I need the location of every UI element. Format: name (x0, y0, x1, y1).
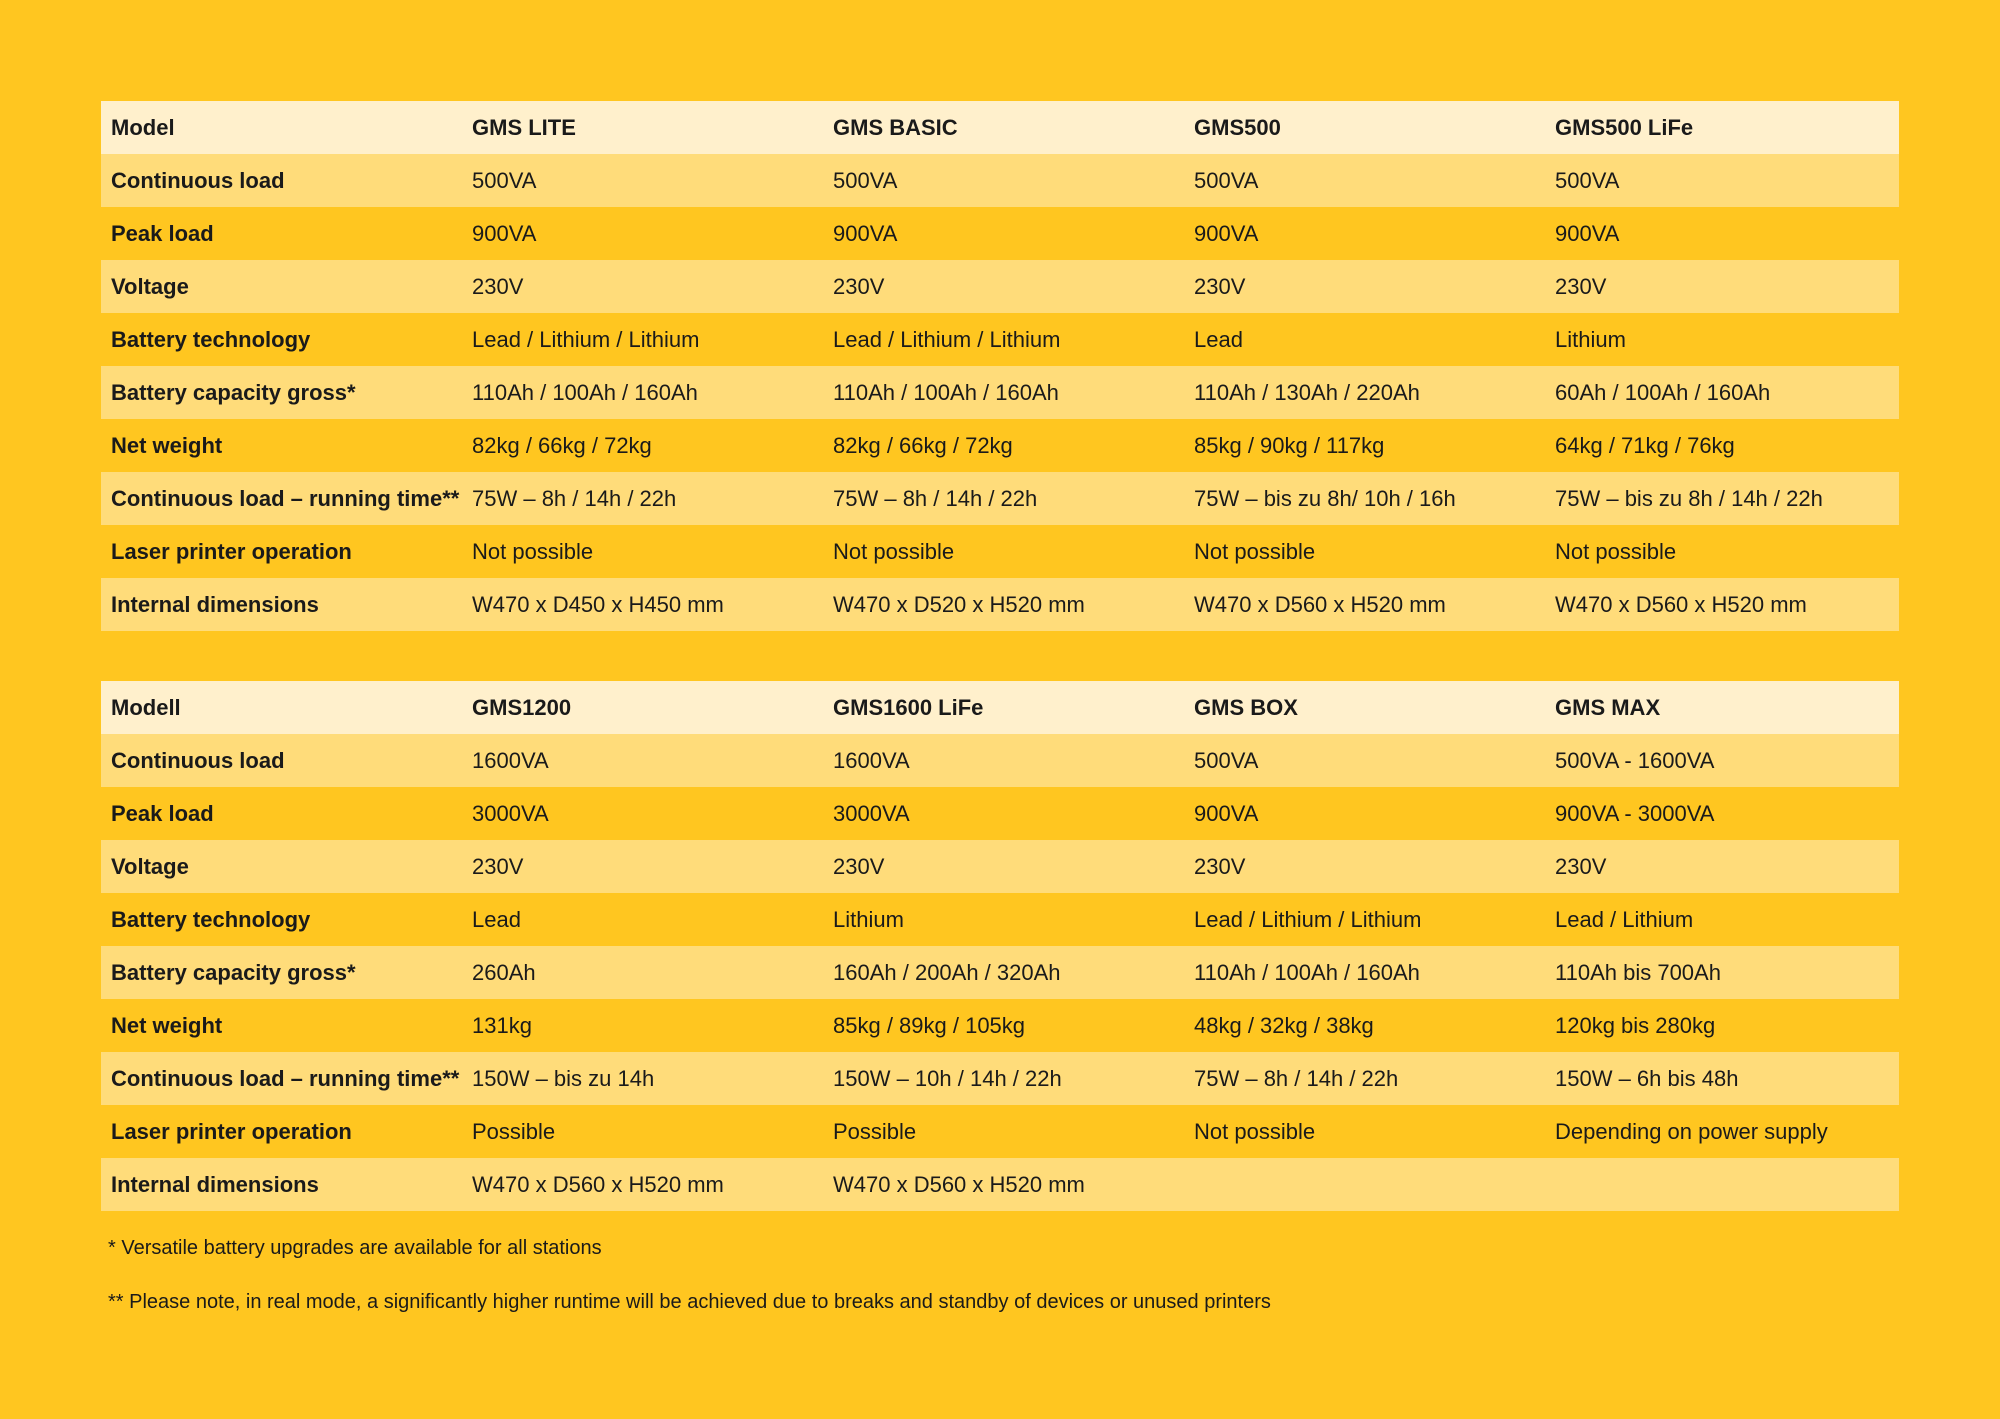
header-cell: GMS LITE (472, 115, 576, 140)
table-cell: 3000VA (833, 801, 910, 826)
table-cell: 230V (472, 854, 524, 879)
table-row (101, 840, 1899, 893)
table-cell: 60Ah / 100Ah / 160Ah (1555, 380, 1771, 405)
table-cell: Lead / Lithium / Lithium (833, 327, 1061, 352)
table-cell: 150W – 10h / 14h / 22h (833, 1066, 1062, 1091)
table-cell: 48kg / 32kg / 38kg (1194, 1013, 1374, 1038)
row-label: Net weight (111, 1013, 223, 1038)
table-cell: 110Ah bis 700Ah (1555, 960, 1721, 985)
table-cell: W470 x D520 x H520 mm (833, 592, 1085, 617)
table-cell: 230V (833, 854, 885, 879)
row-label: Internal dimensions (111, 592, 319, 617)
header-cell: GMS BOX (1194, 695, 1298, 720)
table-cell: 150W – bis zu 14h (472, 1066, 655, 1091)
table-cell: Lead / Lithium (1555, 907, 1694, 932)
table-cell: 900VA (1194, 801, 1259, 826)
table-cell: Not possible (472, 539, 594, 564)
row-label: Continuous load (111, 748, 285, 773)
table-row (101, 787, 1899, 840)
row-label: Battery technology (111, 907, 311, 932)
table-cell: Not possible (1194, 539, 1316, 564)
table-cell (1184, 1158, 1545, 1211)
table-cell: 900VA (472, 221, 537, 246)
header-cell: Model (111, 115, 175, 140)
row-label: Net weight (111, 433, 223, 458)
table-cell: 110Ah / 100Ah / 160Ah (1194, 960, 1420, 985)
header-cell: GMS MAX (1555, 695, 1661, 720)
table-cell: W470 x D560 x H520 mm (1194, 592, 1446, 617)
table-cell: 75W – 8h / 14h / 22h (1194, 1066, 1399, 1091)
table-row (101, 366, 1899, 419)
table-cell: 110Ah / 100Ah / 160Ah (472, 380, 698, 405)
table-row (101, 313, 1899, 366)
header-cell: GMS500 (1194, 115, 1281, 140)
table-cell: 1600VA (472, 748, 549, 773)
table-cell: Lead / Lithium / Lithium (472, 327, 700, 352)
row-label: Peak load (111, 221, 214, 246)
table-cell: 120kg bis 280kg (1555, 1013, 1716, 1038)
table-cell: 900VA - 3000VA (1555, 801, 1715, 826)
table-cell: Not possible (1194, 1119, 1316, 1144)
table-row (101, 154, 1899, 207)
table-cell: 500VA (1194, 748, 1259, 773)
table-row (101, 734, 1899, 787)
table-cell: W470 x D560 x H520 mm (1555, 592, 1807, 617)
table-cell: 500VA (1555, 168, 1620, 193)
table-cell: 75W – 8h / 14h / 22h (472, 486, 677, 511)
table-cell: 75W – 8h / 14h / 22h (833, 486, 1038, 511)
table-row (101, 893, 1899, 946)
table-cell: Possible (472, 1119, 556, 1144)
header-cell: GMS1600 LiFe (833, 695, 984, 720)
table-cell: Lead / Lithium / Lithium (1194, 907, 1422, 932)
table-row (101, 946, 1899, 999)
table-cell: Lithium (1555, 327, 1626, 352)
table-cell: 64kg / 71kg / 76kg (1555, 433, 1735, 458)
footnote-battery-upgrades: * Versatile battery upgrades are available for all stations (108, 1237, 602, 1259)
table-row (101, 1158, 1899, 1211)
table-cell: 230V (833, 274, 885, 299)
table-cell: 230V (1555, 854, 1607, 879)
table-cell: Lithium (833, 907, 904, 932)
header-cell: GMS BASIC (833, 115, 958, 140)
header-cell: GMS500 LiFe (1555, 115, 1694, 140)
table-cell: 85kg / 89kg / 105kg (833, 1013, 1026, 1038)
table-cell: 230V (1194, 854, 1246, 879)
table-cell: 230V (472, 274, 524, 299)
table-cell (1545, 1158, 1899, 1211)
row-label: Laser printer operation (111, 1119, 352, 1144)
row-label: Battery technology (111, 327, 311, 352)
table-cell: 75W – bis zu 8h / 14h / 22h (1555, 486, 1823, 511)
row-label: Continuous load – running time** (111, 486, 460, 511)
table-cell: 900VA (1194, 221, 1259, 246)
row-label: Continuous load – running time** (111, 1066, 460, 1091)
table-cell: Lead (1194, 327, 1243, 352)
table-cell: 3000VA (472, 801, 549, 826)
table-row (101, 1052, 1899, 1105)
table-cell: 230V (1194, 274, 1246, 299)
table-cell: 500VA - 1600VA (1555, 748, 1715, 773)
header-cell: GMS1200 (472, 695, 572, 720)
spec-table-1 (101, 101, 1899, 631)
table-header-row (101, 101, 1899, 154)
table-cell: 160Ah / 200Ah / 320Ah (833, 960, 1061, 985)
row-label: Battery capacity gross* (111, 380, 356, 405)
row-label: Laser printer operation (111, 539, 352, 564)
row-label: Voltage (111, 274, 189, 299)
table-cell: 131kg (472, 1013, 532, 1038)
table-cell: W470 x D560 x H520 mm (833, 1172, 1085, 1197)
table-cell: W470 x D450 x H450 mm (472, 592, 724, 617)
table-row (101, 207, 1899, 260)
table-cell: 500VA (472, 168, 537, 193)
table-cell: Depending on power supply (1555, 1119, 1828, 1144)
table-cell: 900VA (833, 221, 898, 246)
table-cell: 85kg / 90kg / 117kg (1194, 433, 1385, 458)
table-cell: 75W – bis zu 8h/ 10h / 16h (1194, 486, 1456, 511)
table-cell: 110Ah / 100Ah / 160Ah (833, 380, 1059, 405)
table-row (101, 472, 1899, 525)
table-cell: W470 x D560 x H520 mm (472, 1172, 724, 1197)
table-cell: Not possible (1555, 539, 1677, 564)
table-cell: 900VA (1555, 221, 1620, 246)
row-label: Voltage (111, 854, 189, 879)
table-cell: 1600VA (833, 748, 910, 773)
table-row (101, 260, 1899, 313)
spec-table-2 (101, 681, 1899, 1211)
table-row (101, 419, 1899, 472)
table-cell: 110Ah / 130Ah / 220Ah (1194, 380, 1420, 405)
table-row (101, 525, 1899, 578)
table-cell: 82kg / 66kg / 72kg (833, 433, 1013, 458)
row-label: Internal dimensions (111, 1172, 319, 1197)
table-row (101, 1105, 1899, 1158)
table-cell: Not possible (833, 539, 955, 564)
table-cell: 150W – 6h bis 48h (1555, 1066, 1739, 1091)
table-cell: 500VA (833, 168, 898, 193)
table-cell: 260Ah (472, 960, 536, 985)
table-row (101, 578, 1899, 631)
table-row (101, 999, 1899, 1052)
table-header-row (101, 681, 1899, 734)
table-cell: Lead (472, 907, 521, 932)
table-cell: 82kg / 66kg / 72kg (472, 433, 652, 458)
table-cell: 500VA (1194, 168, 1259, 193)
row-label: Continuous load (111, 168, 285, 193)
footnote-runtime: ** Please note, in real mode, a significantly higher runtime will be achieved due to breaks and standby of devices or unused printers (108, 1291, 1271, 1313)
header-cell: Modell (111, 695, 181, 720)
row-label: Battery capacity gross* (111, 960, 356, 985)
row-label: Peak load (111, 801, 214, 826)
table-cell: 230V (1555, 274, 1607, 299)
table-cell: Possible (833, 1119, 917, 1144)
